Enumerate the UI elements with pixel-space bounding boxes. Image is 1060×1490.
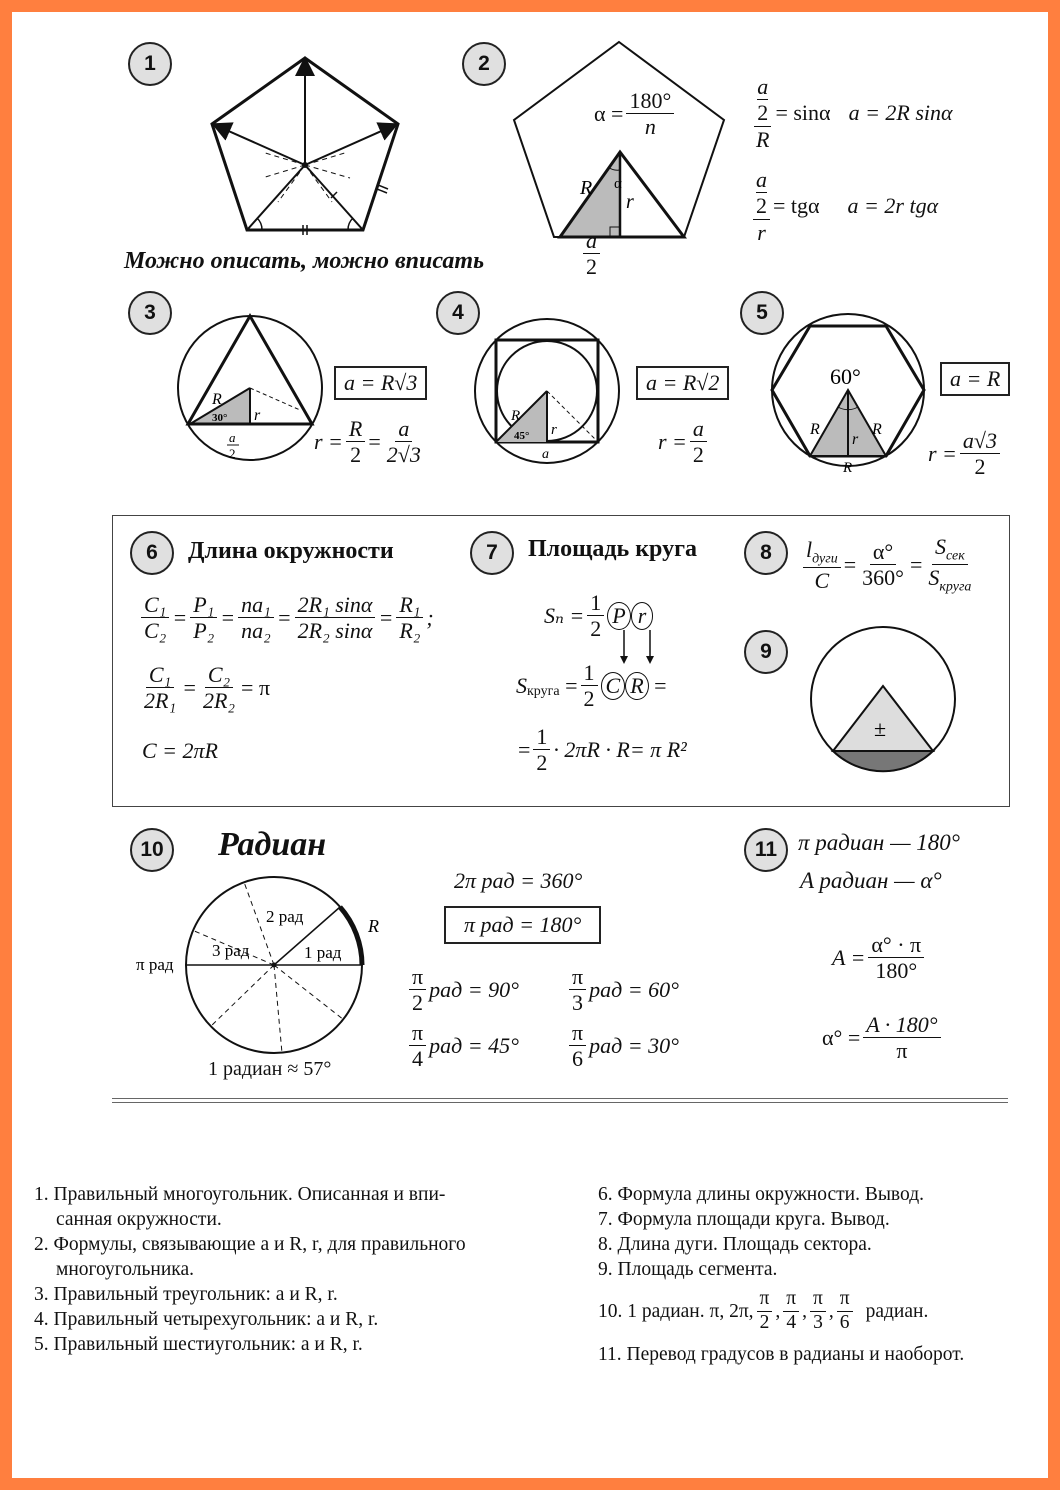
s6-pi-formula: $\frac{\text{C₁}}{\text{2R₁}}$ = $\frac{\text{C₂}}{\text{2R₂}}$ = π xyxy=(138,662,270,714)
s6-c1b: C₁ xyxy=(146,662,174,688)
caption-2b: многоугольника. xyxy=(56,1259,195,1280)
s3-box-formula: a = R√3 xyxy=(334,366,427,400)
s11-line2: A радиан — α° xyxy=(800,868,942,893)
s2-f2-den: r xyxy=(757,219,766,245)
badge-9: 9 xyxy=(744,630,788,674)
badge-3: 3 xyxy=(128,291,172,335)
s4-label-a: a xyxy=(542,447,549,462)
s5-r-formula xyxy=(928,428,1003,480)
s2-label-alpha: α xyxy=(614,176,622,192)
s4-r-eq: r = xyxy=(658,428,687,454)
s8-formula: $\frac{l_{дуги}}{C}$ = $\frac{\alpha^\circ}{360^\circ}$ = $\frac{S_{сек}}{S_{круга}}$ xyxy=(800,534,977,596)
caption-10-pi-4: π xyxy=(837,1288,853,1311)
badge-2: 2 xyxy=(462,42,506,86)
s2-alpha-num: 180° xyxy=(626,88,674,114)
s4-f-den: 2 xyxy=(692,442,704,468)
s6-r2b: 2R₂ xyxy=(202,688,236,714)
s3-label-r: r xyxy=(254,407,261,424)
s7-dot: · 2πR · R xyxy=(553,736,630,762)
pentagon-diagram xyxy=(202,50,412,240)
s10-q1-text: рад = 90° xyxy=(429,976,519,1002)
s10-q3-den: 4 xyxy=(412,1046,424,1072)
s10-approx: 1 радиан ≈ 57° xyxy=(208,1058,332,1080)
s5-f-num: a√3 xyxy=(960,428,1000,454)
s7-skr: S xyxy=(516,672,527,698)
s7-half-d-2: 2 xyxy=(583,686,595,712)
s7-half-d: 2 xyxy=(590,616,602,642)
s11-al-eq: α° = xyxy=(822,1024,861,1050)
s6-r2: R₂ xyxy=(399,618,421,644)
s2-sin-formula xyxy=(750,74,953,152)
caption-10-d2: 2 xyxy=(759,1311,770,1333)
s6-r1: R₁ xyxy=(396,592,423,618)
s2-label-r: r xyxy=(626,191,634,213)
s10-q1-den: 2 xyxy=(412,990,424,1016)
s6-final-formula: C = 2πR xyxy=(142,738,218,763)
caption-10-pi-1: π xyxy=(757,1288,773,1311)
s1-caption: Можно описать, можно вписать xyxy=(124,248,485,274)
s7-circle-formula: S $_{круга}$ = $\frac{1}{2}$ C R = xyxy=(516,660,667,712)
s10-q4-pi: π xyxy=(569,1020,586,1046)
s2-f2-result: a = 2r tgα xyxy=(847,192,939,218)
s10-q4 xyxy=(566,1020,679,1072)
s3-label-angle: 30° xyxy=(212,412,228,424)
caption-1a: 1. Правильный многоугольник. Описанная и впи- xyxy=(34,1184,446,1205)
badge-10: 10 xyxy=(130,828,174,872)
s5-label-angle: 60° xyxy=(830,364,861,389)
s3-g-den: 2√3 xyxy=(386,442,421,468)
caption-4: 4. Правильный четырехугольник: a и R, r. xyxy=(34,1309,379,1330)
s10-q3-pi: π xyxy=(409,1020,426,1046)
s7-half-n-3: 1 xyxy=(533,724,550,750)
s2-f2-num-bot: 2 xyxy=(756,193,767,219)
s3-label-a-num: a xyxy=(229,430,236,445)
s9-sign: ± xyxy=(874,716,887,741)
caption-3: 3. Правильный треугольник: a и R, r. xyxy=(34,1284,338,1305)
s7-line3: = π R² xyxy=(629,736,687,762)
s10-q2-pi: π xyxy=(569,964,586,990)
s2-alpha-den: n xyxy=(644,114,656,140)
s10-title: Радиан xyxy=(218,826,327,863)
s2-f2-num-top: a xyxy=(756,167,767,192)
s10-q2-den: 3 xyxy=(572,990,584,1016)
segment-diagram xyxy=(808,624,958,774)
s5-label-R-bottom: R xyxy=(843,460,853,472)
s8-s2: S xyxy=(928,565,940,591)
s6-pi: = π xyxy=(241,674,271,700)
s7-sn: Sₙ = xyxy=(544,602,585,628)
s10-label-1rad: 1 рад xyxy=(304,943,342,962)
s6-r1b: 2R₁ xyxy=(144,688,177,714)
s2-half-a-num: a xyxy=(583,228,600,254)
caption-6: 6. Формула длины окружности. Вывод. xyxy=(598,1184,924,1205)
s3-r-formula xyxy=(314,416,427,468)
s6-p2: P₂ xyxy=(193,618,215,644)
s2-half-a xyxy=(580,228,603,280)
s3-g-num: a xyxy=(395,416,412,442)
s10-q2-text: рад = 60° xyxy=(589,976,679,1002)
badge-7: 7 xyxy=(470,531,514,575)
s11-al-den: π xyxy=(896,1038,908,1064)
s2-f1-result: a = 2R sinα xyxy=(848,99,953,125)
triangle-in-circle-diagram xyxy=(172,308,332,468)
s8-C: C xyxy=(814,568,830,594)
square-in-circle-diagram xyxy=(474,316,624,466)
badge-1: 1 xyxy=(128,42,172,86)
s10-q1-pi: π xyxy=(409,964,426,990)
s8-s2-sub: круга xyxy=(939,579,972,595)
s10-q3-text: рад = 45° xyxy=(429,1032,519,1058)
s3-f-num: R xyxy=(346,416,365,442)
s2-alpha-formula xyxy=(594,88,677,140)
s7-half-d-3: 2 xyxy=(536,750,548,776)
caption-10-d4: 4 xyxy=(786,1311,797,1333)
s10-label-R: R xyxy=(368,916,379,936)
caption-10-pi-3: π xyxy=(810,1288,826,1311)
s2-f1-num-bot: 2 xyxy=(757,100,769,126)
s6-p1: P₁ xyxy=(190,592,217,618)
s5-label-R-right: R xyxy=(872,421,882,438)
caption-11: 11. Перевод градусов в радианы и наоборот. xyxy=(598,1344,965,1365)
s6-na1: na₁ xyxy=(238,592,274,618)
s7-R: R xyxy=(625,672,648,700)
caption-10: 10. 1 радиан. π, 2π, $\frac{\pi}{2}$ , $\frac{\pi}{4}$ , $\frac{\pi}{3}$ , $\frac{\pi}{6}$ радиан. xyxy=(598,1288,929,1333)
s8-s: S xyxy=(934,534,946,559)
s6-title: Длина окружности xyxy=(188,538,394,564)
s7-C: C xyxy=(601,672,626,700)
s4-label-angle: 45° xyxy=(514,430,530,442)
caption-9: 9. Площадь сегмента. xyxy=(598,1259,778,1280)
caption-10-d3: 3 xyxy=(813,1311,823,1333)
s6-c1: C₁ xyxy=(141,592,169,618)
s11-al-num: A · 180° xyxy=(863,1012,940,1038)
caption-2a: 2. Формулы, связывающие a и R, r, для правильного xyxy=(34,1234,466,1255)
s2-f1-rhs: = sinα xyxy=(775,99,831,125)
badge-6: 6 xyxy=(130,531,174,575)
s4-label-R: R xyxy=(511,408,521,424)
s2-f2-rhs: = tgα xyxy=(773,192,820,218)
s5-label-r: r xyxy=(852,431,859,448)
s3-label-a-den: 2 xyxy=(229,446,236,461)
s2-alpha-eq: α = xyxy=(594,100,624,126)
captions-left xyxy=(34,1182,466,1357)
s10-label-3rad: 3 рад xyxy=(212,941,250,960)
s6-semicolon: ; xyxy=(426,604,434,630)
s10-q4-text: рад = 30° xyxy=(589,1032,679,1058)
s4-label-r: r xyxy=(551,422,557,438)
badge-8: 8 xyxy=(744,531,788,575)
s6-c2b: C₂ xyxy=(205,662,233,688)
caption-10-suffix: радиан. xyxy=(865,1300,929,1322)
s4-box-formula: a = R√2 xyxy=(636,366,729,400)
s10-label-pirad: π рад xyxy=(136,955,174,974)
s10-q4-den: 6 xyxy=(572,1046,584,1072)
s5-box-formula: a = R xyxy=(940,362,1010,396)
caption-1b: санная окружности. xyxy=(56,1209,222,1230)
caption-10-pi-2: π xyxy=(783,1288,799,1311)
s2-f1-num-top: a xyxy=(757,74,769,99)
s7-result-formula: = $\frac{1}{2}$ · 2πR · R = π R² xyxy=(518,724,687,776)
s8-l: l xyxy=(806,536,813,562)
s11-A-eq: A = xyxy=(832,944,866,970)
divider xyxy=(112,1098,1008,1103)
hexagon-in-circle-diagram xyxy=(768,312,928,472)
s7-half-n-2: 1 xyxy=(581,660,598,686)
s7-skr-sub: круга xyxy=(527,683,560,699)
s7-r: r xyxy=(631,602,654,630)
s10-box: π рад = 180° xyxy=(444,906,601,944)
s6-rs2: 2R₂ sinα xyxy=(297,618,373,644)
s10-q1 xyxy=(406,964,519,1016)
badge-4: 4 xyxy=(436,291,480,335)
radian-circle-diagram xyxy=(132,872,392,1072)
s6-na2: na₂ xyxy=(241,618,271,644)
s6-rs1: 2R₁ sinα xyxy=(295,592,376,618)
s8-360: 360° xyxy=(862,565,904,591)
s7-title: Площадь круга xyxy=(528,536,697,562)
s7-half-n: 1 xyxy=(587,590,604,616)
s11-line1: π радиан — 180° xyxy=(798,830,960,855)
caption-10-text: 10. 1 радиан. π, 2π, xyxy=(598,1300,754,1322)
s4-f-num: a xyxy=(690,416,707,442)
s5-label-R-left: R xyxy=(810,421,820,438)
badge-11: 11 xyxy=(744,828,788,872)
s2-half-a-den: 2 xyxy=(586,254,597,280)
s10-eq1: 2π рад = 360° xyxy=(454,868,583,893)
captions-right xyxy=(598,1182,964,1367)
s5-r-eq: r = xyxy=(928,440,957,466)
s11-A-den: 180° xyxy=(875,958,918,984)
s3-eq: = xyxy=(368,428,381,454)
caption-7: 7. Формула площади круга. Вывод. xyxy=(598,1209,890,1230)
s11-A-formula xyxy=(832,932,927,984)
s11-alpha-formula xyxy=(822,1012,944,1064)
s10-label-2rad: 2 рад xyxy=(266,907,304,926)
s10-q3 xyxy=(406,1020,519,1072)
s3-label-R: R xyxy=(212,391,222,408)
s11-A-num: α° · π xyxy=(868,932,924,958)
s6-c2: C₂ xyxy=(144,618,167,644)
s5-f-den: 2 xyxy=(974,454,986,480)
s2-label-R: R xyxy=(580,177,593,199)
s8-l-sub: дуги xyxy=(812,550,838,566)
s2-f1-den: R xyxy=(756,126,770,152)
caption-8: 8. Длина дуги. Площадь сектора. xyxy=(598,1234,872,1255)
badge-5: 5 xyxy=(740,291,784,335)
s3-r-eq: r = xyxy=(314,428,343,454)
s8-deg: α° xyxy=(870,539,896,565)
caption-5: 5. Правильный шестиугольник: a и R, r. xyxy=(34,1334,363,1355)
s4-r-formula xyxy=(658,416,710,468)
reference-sheet xyxy=(12,12,1048,1478)
s7-P: P xyxy=(607,602,630,630)
s8-s-sub: сек xyxy=(945,548,965,564)
s10-q2 xyxy=(566,964,679,1016)
s3-f-den: 2 xyxy=(350,442,362,468)
s6-ratio-formula: $\frac{\text{C₁}}{\text{C₂}}$ = $\frac{\text{P₁}}{\text{P₂}}$ = $\frac{\text{na₁}}{\text{na₂}}$ = $\frac{\text{2R₁ sinα}}{\text{2R₂ sinα}}$ = $\frac{\text{R₁}}{\text{R₂}}$ ; xyxy=(138,592,434,644)
caption-10-d6: 6 xyxy=(839,1311,850,1333)
s2-tg-formula xyxy=(750,167,938,245)
